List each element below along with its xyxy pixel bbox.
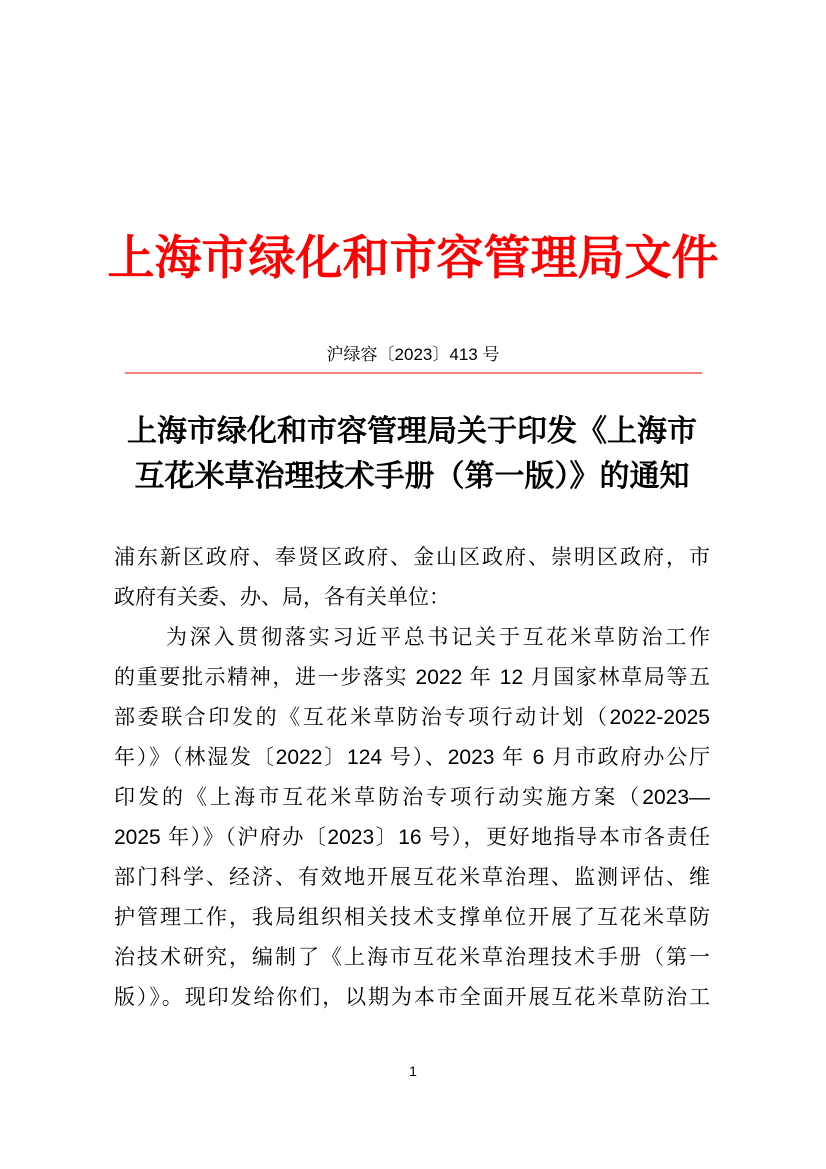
- document-title-line-1: 上海市绿化和市容管理局关于印发《上海市: [127, 415, 697, 448]
- body-line: 部门科学、经济、有效地开展互花米草治理、监测评估、维: [114, 866, 710, 889]
- body-line: 治技术研究，编制了《上海市互花米草治理技术手册（第一: [114, 946, 710, 969]
- body-line: 印发的《上海市互花米草防治专项行动实施方案（2023—: [114, 786, 710, 809]
- red-separator-line: [125, 372, 702, 374]
- body-line: 年）》（林湿发〔2022〕124 号）、2023 年 6 月市政府办公厅: [114, 746, 710, 769]
- body-line: 护管理工作，我局组织相关技术支撑单位开展了互花米草防: [114, 906, 710, 929]
- agency-letterhead-title: 上海市绿化和市容管理局文件: [107, 231, 719, 284]
- body-line: 浦东新区政府、奉贤区政府、金山区政府、崇明区政府，市: [114, 546, 710, 569]
- body-line: 的重要批示精神，进一步落实 2022 年 12 月国家林草局等五: [114, 666, 710, 689]
- body-line: 政府有关委、办、局，各有关单位：: [114, 586, 450, 609]
- document-body: [114, 538, 710, 1018]
- document-number: 沪绿容〔2023〕413 号: [326, 345, 500, 364]
- body-line: 部委联合印发的《互花米草防治专项行动计划（2022-2025: [114, 706, 710, 729]
- body-line: 2025 年）》（沪府办〔2023〕16 号），更好地指导本市各责任: [114, 826, 710, 849]
- body-line: 版）》。现印发给你们，以期为本市全面开展互花米草防治工: [114, 986, 710, 1009]
- body-line: 为深入贯彻落实习近平总书记关于互花米草防治工作: [166, 626, 710, 649]
- document-title: [114, 409, 710, 499]
- page-number: 1: [409, 1063, 417, 1079]
- document-title-line-2: 互花米草治理技术手册（第一版）》的通知: [134, 460, 690, 493]
